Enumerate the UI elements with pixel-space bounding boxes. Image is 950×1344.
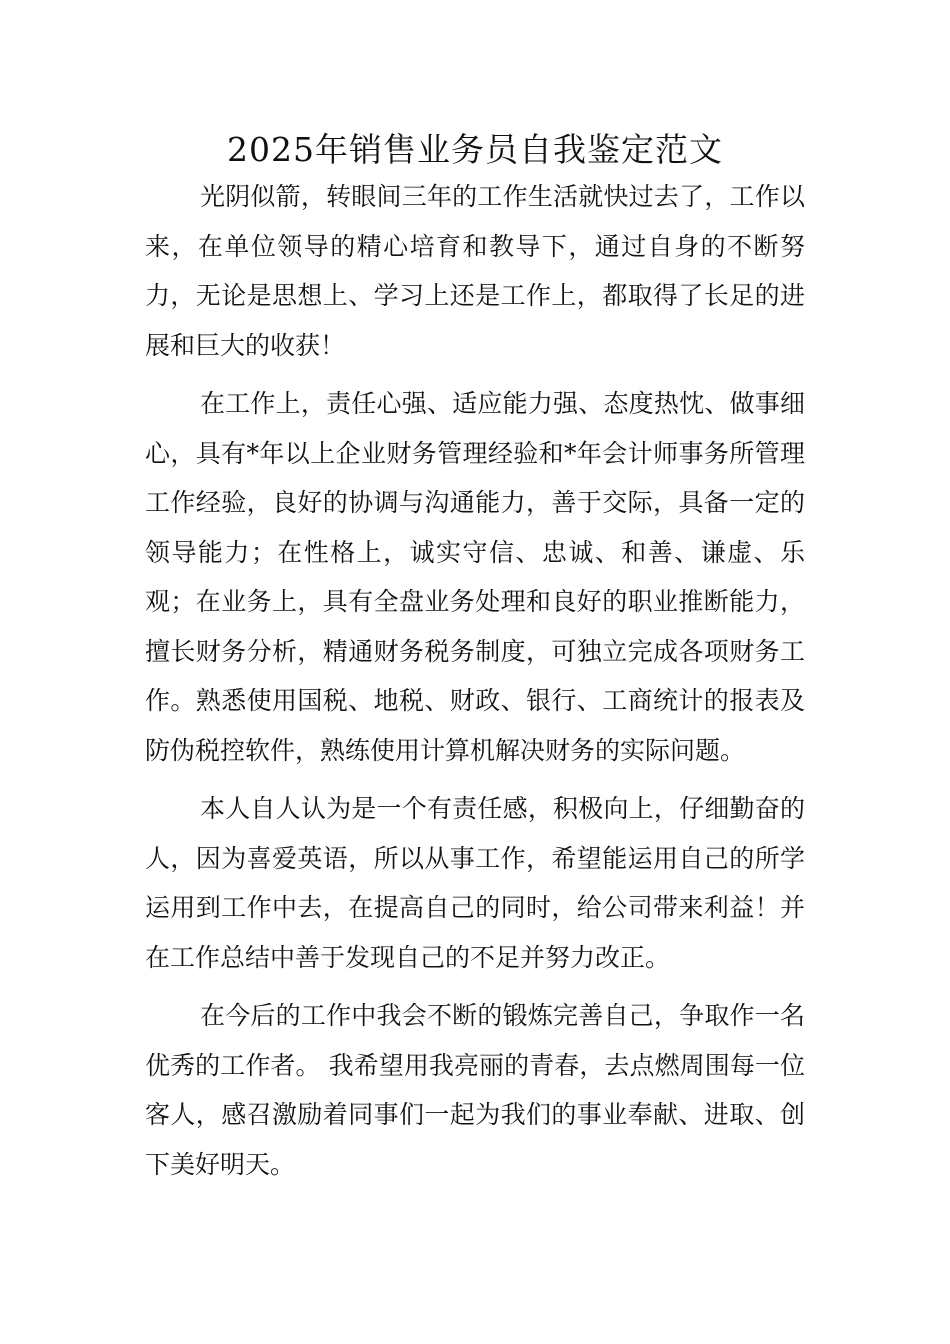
paragraph-2: 在工作上，责任心强、适应能力强、态度热忱、做事细心，具有*年以上企业财务管理经验和*年会计师事务所管理工作经验，良好的协调与沟通能力，善于交际，具备一定的领导能力；在性格上，诚实守信、忠诚、和善、谦虚、乐观；在业务上，具有全盘业务处理和良好的职业推断能力，擅长财务分析，精通财务税务制度，可独立完成各项财务工作。熟悉使用国税、地税、财政、银行、工商统计的报表及防伪税控软件，熟练使用计算机解决财务的实际问题。 (145, 389, 805, 765)
paragraph-1: 光阴似箭，转眼间三年的工作生活就快过去了，工作以来，在单位领导的精心培育和教导下，通过自身的不断努力，无论是思想上、学习上还是工作上，都取得了长足的进展和巨大的收获！ (145, 182, 805, 360)
paragraph-4: 在今后的工作中我会不断的锻炼完善自己，争取作一名优秀的工作者。 我希望用我亮丽的青春，去点燃周围每一位客人，感召激励着同事们一起为我们的事业奉献、进取、创下美好明天。 (145, 1001, 805, 1179)
paragraph-3: 本人自人认为是一个有责任感，积极向上，仔细勤奋的人，因为喜爱英语，所以从事工作，希望能运用自己的所学运用到工作中去，在提高自己的同时，给公司带来利益！并在工作总结中善于发现自己的不足并努力改正。 (145, 794, 805, 972)
document-body (145, 172, 805, 1198)
document-title: 2025年销售业务员自我鉴定范文 (227, 130, 723, 169)
